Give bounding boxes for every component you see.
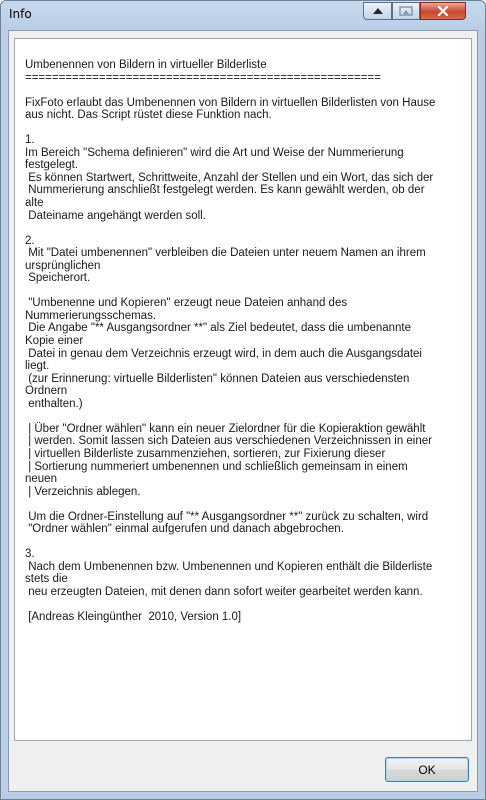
maximize-icon [399,6,413,16]
close-icon [437,6,449,16]
info-text-box[interactable] [14,38,472,741]
maximize-button[interactable] [392,2,420,20]
info-text: Umbenennen von Bildern in virtueller Bilderliste ===================================================== FixFoto erlaubt das Umbenennen von Bildern in virtuellen Bilderlisten von Hause aus nicht. Das Script rüstet diese Funktion nach. 1. Im Bereich "Schema definieren" wird die Art und Weise der Nummerierung festgelegt. Es können Startwert, Schrittweite, Anzahl der Stellen und ein Wort, das sich der Nummerierung anschließt festgelegt werden. Es kann gewählt werden, ob der alte Dateiname angehängt werden soll. 2. Mit "Datei umbenennen" verbleiben die Dateien unter neuem Namen an ihrem ursprünglichen Speicherort. "Umbenenne und Kopieren" erzeugt neue Dateien anhand des Nummerierungsschemas. Die Angabe "** Ausgangsordner **" als Ziel bedeutet, dass die umbenannte Kopie einer Datei in genau dem Verzeichnis erzeugt wird, in dem auch die Ausgangsdatei liegt. (zur Erinnerung: virtuelle Bilderlisten" können Dateien aus verschiedensten Ordnern enthalten.) | Über "Ordner wählen" kann ein neuer Zielordner für die Kopieraktion gewählt | werden. Somit lassen sich Dateien aus verschiedenen Verzeichnissen in einer | virtuellen Bilderliste zusammenziehen, sortieren, zur Fixierung dieser | Sortierung nummeriert umbenennen und schließlich gemeinsam in einem neuen | Verzeichnis ablegen. Um die Ordner-Einstellung auf "** Ausgangsordner **" zurück zu schalten, wird "Ordner wählen" einmal aufgerufen und danach abgebrochen. 3. Nach dem Umbenennen bzw. Umbenennen und Kopieren enthält die Bilderliste stets die neu erzeugten Dateien, mit denen dann sofort weiter gearbeitet werden kann. [Andreas Kleingünther 2010, Version 1.0] [25,59,436,624]
close-button[interactable] [420,2,466,20]
dialog-client-area [8,30,478,792]
ok-button[interactable]: OK [385,757,469,782]
window-title: Info [9,7,32,21]
minimize-button[interactable] [363,2,392,20]
minimize-icon [372,6,384,16]
title-bar[interactable] [1,1,485,29]
